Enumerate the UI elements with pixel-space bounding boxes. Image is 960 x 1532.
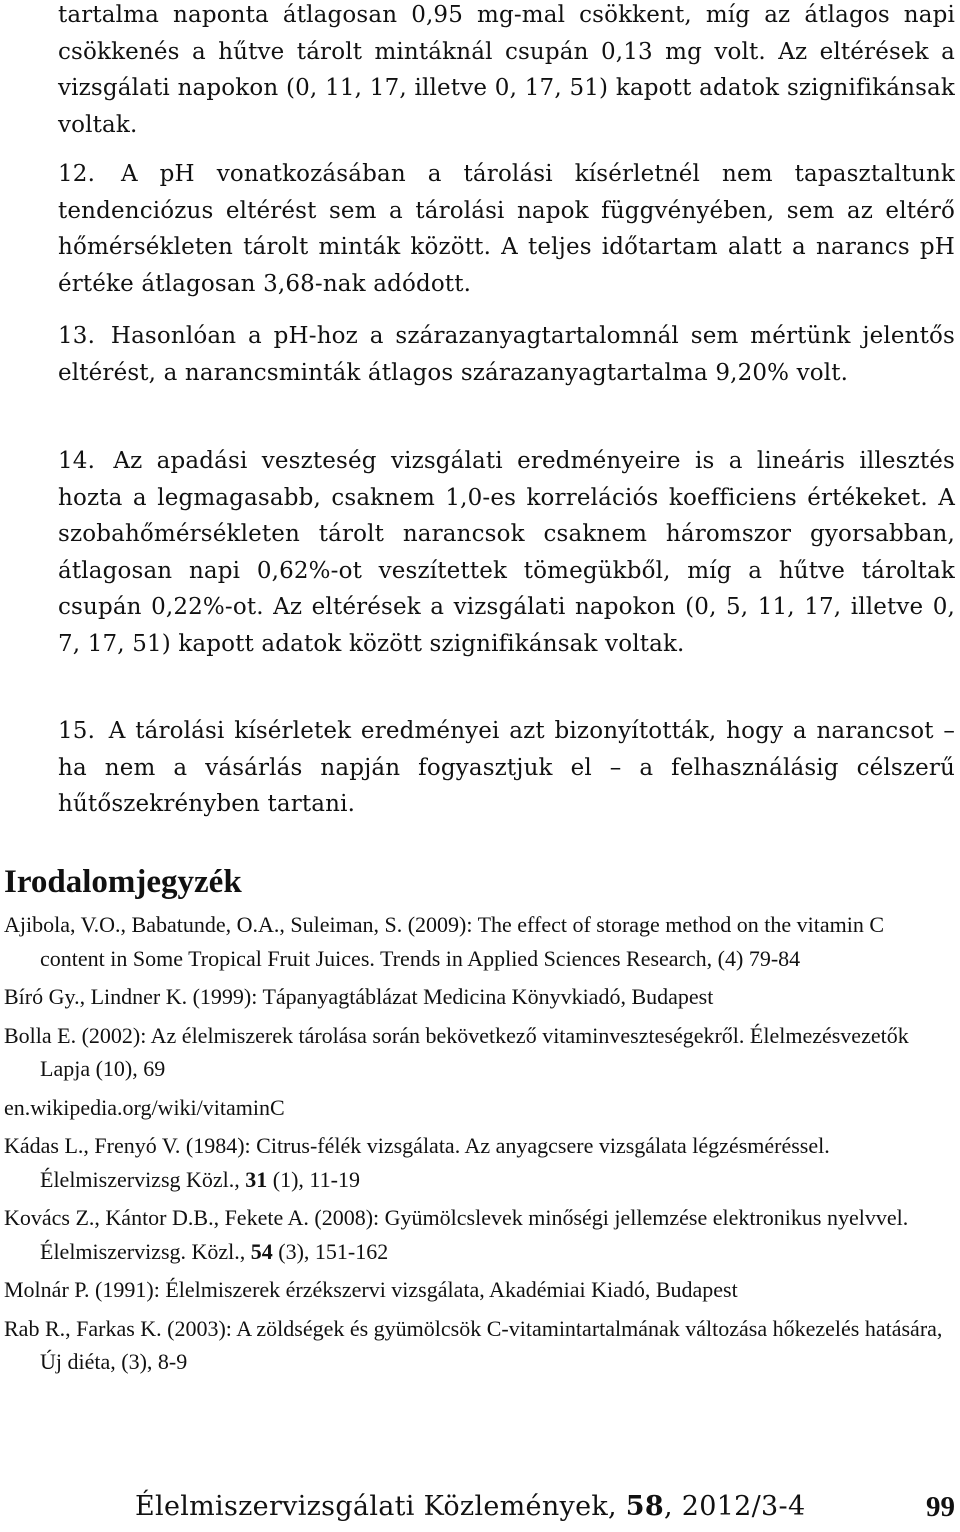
reference-entry — [4, 1273, 954, 1307]
reference-text-tail: (1), 11-19 — [267, 1166, 360, 1192]
reference-entry — [4, 1201, 954, 1268]
conclusion-item-15 — [58, 713, 955, 823]
reference-text: Kovács Z., Kántor D.B., Fekete A. (2008): Gyümölcslevek minőségi jellemzése elektronikus nyelvvel. Élelmiszervizsg. Közl., — [4, 1205, 909, 1264]
item-number: 14. — [58, 448, 96, 474]
journal-issue: , 2012/3-4 — [663, 1491, 806, 1522]
item-text: Hasonlóan a pH-hoz a szárazanyagtartalomnál sem mértünk jelentős eltérést, a narancsminták átlagos szárazanyagtartalma 9,20% volt. — [58, 323, 955, 386]
continuation-paragraph: tartalma naponta átlagosan 0,95 mg-mal csökkent, míg az átlagos napi csökkenés a hűtve tárolt mintáknál csupán 0,13 mg volt. Az eltérések a vizsgálati napokon (0, 11, 17, illetve 0, 17, 51) kapott adatok szignifikánsak voltak. — [58, 2, 955, 138]
item-number: 13. — [58, 323, 96, 349]
reference-text: Rab R., Farkas K. (2003): A zöldségek és gyümölcsök C-vitamintartalmának változása hőkezelés hatására, Új diéta, (3), 8-9 — [4, 1315, 943, 1374]
conclusion-item-13 — [58, 318, 955, 391]
reference-entry — [4, 908, 954, 975]
conclusion-item-12 — [58, 156, 955, 302]
journal-footer — [135, 1490, 805, 1524]
reference-volume: 31 — [245, 1166, 268, 1192]
reference-text: Kádas L., Frenyó V. (1984): Citrus-félék vizsgálata. Az anyagcsere vizsgálata légzésméréssel. Élelmiszervizsg Közl., — [4, 1133, 830, 1192]
item-text: A tárolási kísérletek eredményei azt bizonyították, hogy a narancsot – ha nem a vásárlás napján fogyasztjuk el – a felhasználásig célszerű hűtőszekrényben tartani. — [58, 718, 955, 817]
journal-name: Élelmiszervizsgálati Közlemények, — [135, 1491, 626, 1522]
item-text: Az apadási veszteség vizsgálati eredményeire is a lineáris illesztés hozta a legmagasabb, csaknem 1,0-es korrelációs koefficiens értékeket. A szobahőmérsékleten tárolt narancsok csaknem háromszor gyorsabban, átlagosan napi 0,62%-ot veszítettek tömegükből, míg a hűtve tároltak csupán 0,22%-ot. Az eltérések a vizsgálati napokon (0, 5, 11, 17, illetve 0, 7, 17, 51) kapott adatok között szignifikánsak voltak. — [58, 448, 956, 657]
conclusion-item-14 — [58, 443, 955, 662]
reference-entry — [4, 1129, 954, 1196]
item-number: 12. — [58, 161, 96, 187]
reference-text: Molnár P. (1991): Élelmiszerek érzékszervi vizsgálata, Akadémiai Kiadó, Budapest — [4, 1277, 738, 1302]
reference-entry — [4, 1312, 954, 1379]
reference-volume: 54 — [250, 1238, 273, 1264]
reference-text: en.wikipedia.org/wiki/vitaminC — [4, 1094, 285, 1120]
reference-entry — [4, 1019, 954, 1086]
reference-text: Bolla E. (2002): Az élelmiszerek tárolása során bekövetkező vitaminveszteségekről. Élelmezésvezetők Lapja (10), 69 — [4, 1022, 909, 1081]
reference-text: Ajibola, V.O., Babatunde, O.A., Suleiman, S. (2009): The effect of storage method on the vitamin C content in Some Tropical Fruit Juices. Trends in Applied Sciences Research, (4) 79-84 — [4, 912, 885, 971]
reference-entry — [4, 980, 954, 1014]
reference-text: Bíró Gy., Lindner K. (1999): Tápanyagtáblázat Medicina Könyvkiadó, Budapest — [4, 984, 714, 1009]
reference-entry — [4, 1091, 954, 1125]
references-heading: Irodalomjegyzék — [4, 864, 242, 900]
reference-text-tail: (3), 151-162 — [272, 1238, 389, 1264]
reference-list — [4, 908, 954, 1384]
page-number: 99 — [926, 1491, 955, 1523]
item-number: 15. — [58, 718, 96, 744]
item-text: A pH vonatkozásában a tárolási kísérletnél nem tapasztaltunk tendenciózus eltérést sem a tárolási napok függvényében, sem az eltérő hőmérsékleten tárolt minták között. A teljes időtartam alatt a narancs pH értéke átlagosan 3,68-nak adódott. — [58, 161, 955, 297]
journal-volume: 58 — [625, 1491, 664, 1522]
